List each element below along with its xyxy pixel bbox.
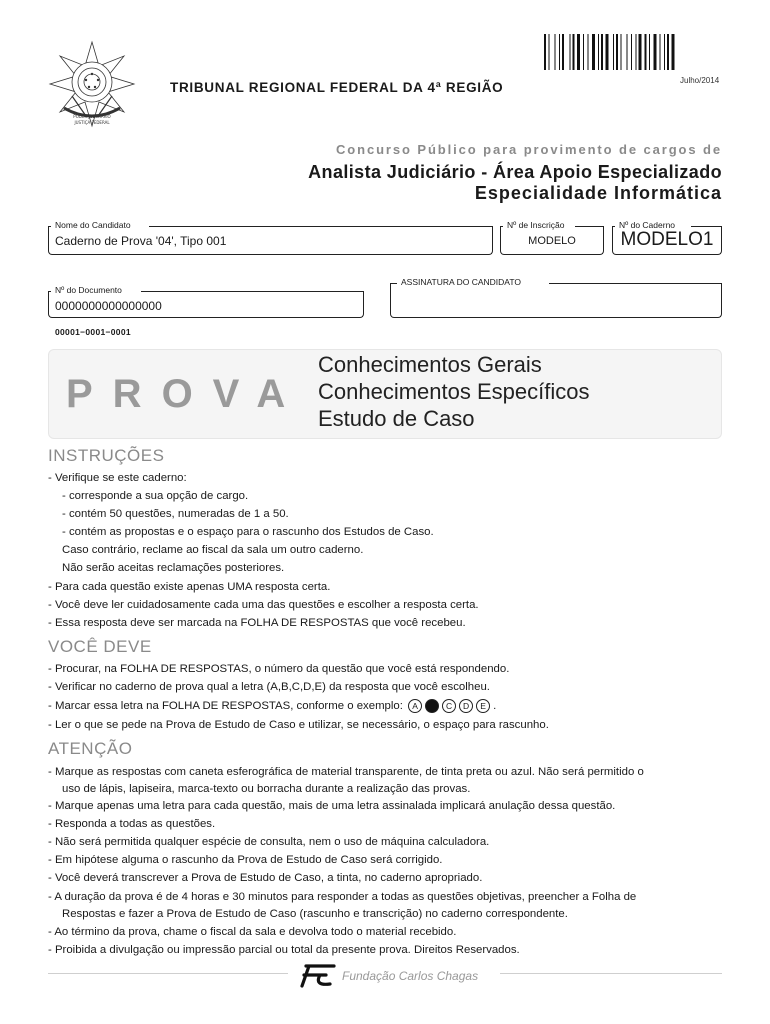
must-do-line-example (48, 697, 496, 715)
exam-section-case-study: Estudo de Caso (318, 406, 475, 431)
position-title: Analista Judiciário - Área Apoio Especializado (308, 162, 722, 182)
attention-line: uso de lápis, lapiseira, marca-texto ou borracha durante a realização das provas. (62, 783, 471, 795)
footer-divider-left (48, 973, 288, 974)
barcode (544, 34, 720, 70)
seal-text-top: PODER JUDICIÁRIO (73, 114, 111, 119)
seal-text-bottom: JUSTIÇA FEDERAL (74, 120, 110, 125)
option-c-circle: C (442, 699, 456, 713)
candidate-name-label: Nome do Candidato (55, 220, 131, 230)
notebook-number-field[interactable] (612, 220, 722, 255)
coat-of-arms-seal (46, 38, 138, 130)
inscription-number-field[interactable] (500, 220, 604, 255)
must-do-line: - Procurar, na FOLHA DE RESPOSTAS, o número da questão que você está respondendo. (48, 663, 510, 675)
attention-line: - Em hipótese alguma o rascunho da Prova de Estudo de Caso será corrigido. (48, 854, 443, 866)
svg-text:PODER JUDICIÁRIO (73, 114, 110, 119)
attention-line: - Ao término da prova, chame o fiscal da sala e devolva todo o material recebido. (48, 926, 457, 938)
inscription-number-value: MODELO (528, 235, 576, 247)
header-date: Julho/2014 (680, 76, 720, 85)
attention-line: Respostas e fazer a Prova de Estudo de Caso (rascunho e transcrição) no caderno correspondente. (62, 908, 568, 920)
exam-section-specific: Conhecimentos Específicos (318, 379, 590, 404)
option-d-circle: D (459, 699, 473, 713)
instruction-line: Não serão aceitas reclamações posteriores. (62, 562, 285, 574)
attention-line: - Marque as respostas com caneta esferográfica de material transparente, de tinta preta ou azul. Não será permitido o (48, 766, 644, 778)
notebook-number-label: Nº do Caderno (619, 220, 676, 230)
instruction-line: - contém 50 questões, numeradas de 1 a 50. (62, 508, 289, 520)
attention-heading: ATENÇÃO (48, 739, 133, 758)
inscription-number-label: Nº de Inscrição (507, 220, 565, 230)
option-e-circle: E (476, 699, 490, 713)
instruction-line: - Essa resposta deve ser marcada na FOLHA DE RESPOSTAS que você recebeu. (48, 617, 466, 629)
document-number-value: 0000000000000000 (55, 299, 162, 313)
instruction-line: - Verifique se este caderno: (48, 472, 187, 484)
candidate-signature-field[interactable] (390, 277, 722, 318)
must-do-line: - Ler o que se pede na Prova de Estudo de Caso e utilizar, se necessário, o espaço para rascunho. (48, 719, 549, 731)
must-do-heading: VOCÊ DEVE (48, 637, 152, 656)
option-a-circle: A (408, 699, 422, 713)
option-b-filled-circle (425, 699, 439, 713)
notebook-number-value: MODELO1 (620, 229, 714, 250)
document-number-field[interactable] (48, 285, 364, 318)
must-do-line-text: - Marcar essa letra na FOLHA DE RESPOSTAS, conforme o exemplo: (48, 700, 403, 713)
instruction-line: Caso contrário, reclame ao fiscal da sala um outro caderno. (62, 544, 364, 556)
attention-line: - Não será permitida qualquer espécie de consulta, nem o uso de máquina calculadora. (48, 836, 490, 848)
instruction-line: - corresponde a sua opção de cargo. (62, 490, 249, 502)
example-end: . (493, 700, 497, 712)
specialty-title: Especialidade Informática (474, 183, 722, 203)
instructions-heading: INSTRUÇÕES (48, 446, 165, 465)
candidate-name-value: Caderno de Prova '04', Tipo 001 (55, 234, 227, 248)
instruction-line: - Você deve ler cuidadosamente cada uma das questões e escolher a resposta certa. (48, 599, 479, 611)
attention-line: - A duração da prova é de 4 horas e 30 minutos para responder a todas as questões objetivas, preencher a Folha de (48, 891, 637, 903)
footer-divider-right (500, 973, 722, 974)
attention-line: - Você deverá transcrever a Prova de Estudo de Caso, a tinta, no caderno apropriado. (48, 872, 483, 884)
candidate-name-field[interactable] (48, 220, 493, 255)
exam-section-general: Conhecimentos Gerais (318, 352, 542, 377)
attention-line: - Responda a todas as questões. (48, 818, 216, 830)
attention-line: - Marque apenas uma letra para cada questão, mais de uma letra assinalada implicará anulação dessa questão. (48, 800, 616, 812)
document-code: 00001−0001−0001 (55, 327, 131, 337)
must-do-line: - Verificar no caderno de prova qual a letra (A,B,C,D,E) da resposta que você escolheu. (48, 681, 490, 693)
header-title: TRIBUNAL REGIONAL FEDERAL DA 4ª REGIÃO (170, 80, 504, 95)
answer-example (408, 697, 496, 715)
contest-line: Concurso Público para provimento de cargos de (335, 142, 722, 157)
document-number-label: Nº do Documento (55, 285, 122, 295)
instruction-line: - contém as propostas e o espaço para o rascunho dos Estudos de Caso. (62, 526, 434, 538)
attention-line: - Proibida a divulgação ou impressão parcial ou total da presente prova. Direitos Reservados. (48, 944, 520, 956)
foundation-name: Fundação Carlos Chagas (342, 969, 479, 983)
signature-label: ASSINATURA DO CANDIDATO (401, 277, 521, 287)
prova-word: PROVA (66, 372, 306, 416)
svg-text:JUSTIÇA FEDERAL (73, 120, 110, 125)
fcc-logo-icon (300, 962, 338, 988)
instruction-line: - Para cada questão existe apenas UMA resposta certa. (48, 581, 331, 593)
